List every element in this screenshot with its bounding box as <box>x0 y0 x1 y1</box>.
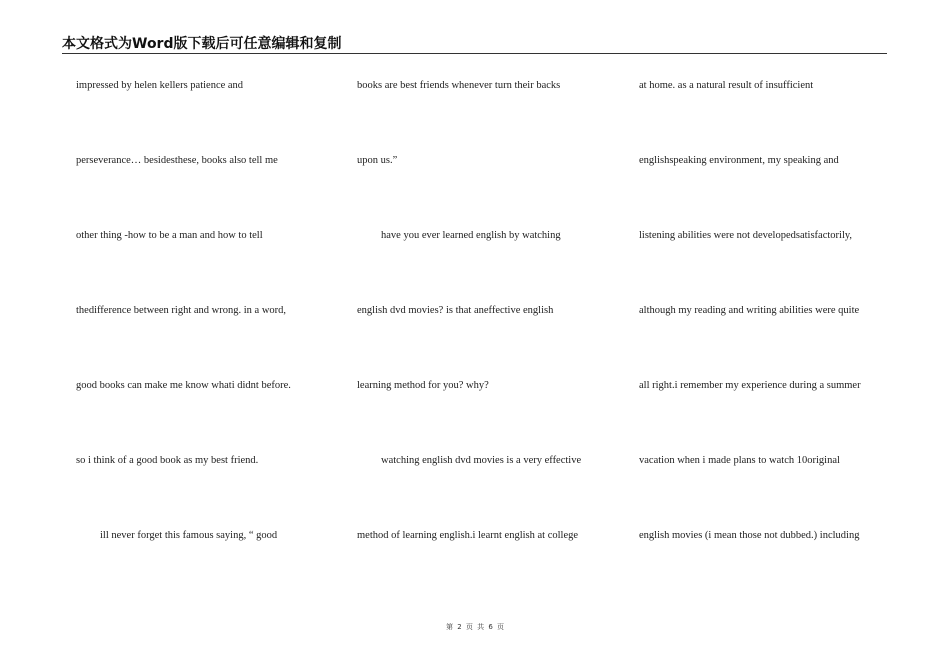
text-line: learning method for you? why? <box>357 380 489 391</box>
document-header-title: 本文格式为Word版下载后可任意编辑和复制 <box>62 36 342 52</box>
text-line: have you ever learned english by watching <box>381 230 561 241</box>
text-line: books are best friends whenever turn their backs <box>357 80 561 91</box>
text-line: thedifference between right and wrong. in a word, <box>76 305 287 316</box>
text-line: english dvd movies? is that aneffective english <box>357 305 554 316</box>
text-line: at home. as a natural result of insufficient <box>639 80 814 91</box>
text-line: method of learning english.i learnt english at college <box>357 530 579 541</box>
text-line: vacation when i made plans to watch 10original <box>639 455 840 466</box>
text-line: upon us.” <box>357 155 398 166</box>
text-line: englishspeaking environment, my speaking and <box>639 155 839 166</box>
text-line: watching english dvd movies is a very effective <box>381 455 582 466</box>
text-line: ill never forget this famous saying, “ good <box>100 530 278 541</box>
text-line: all right.i remember my experience during a summer <box>639 380 861 391</box>
text-column-2 <box>357 0 612 600</box>
text-line: listening abilities were not developedsatisfactorily, <box>639 230 853 241</box>
text-line: good books can make me know whati didnt before. <box>76 380 291 391</box>
text-line: perseverance… besidesthese, books also tell me <box>76 155 278 166</box>
text-line: so i think of a good book as my best friend. <box>76 455 259 466</box>
text-line: although my reading and writing abilities were quite <box>639 305 860 316</box>
text-line: other thing -how to be a man and how to tell <box>76 230 263 241</box>
text-line: english movies (i mean those not dubbed.) including <box>639 530 860 541</box>
text-column-1 <box>76 0 331 600</box>
text-line: impressed by helen kellers patience and <box>76 80 244 91</box>
text-column-3 <box>639 0 889 600</box>
page-number-footer: 第 2 页 共 6 页 <box>445 623 505 631</box>
